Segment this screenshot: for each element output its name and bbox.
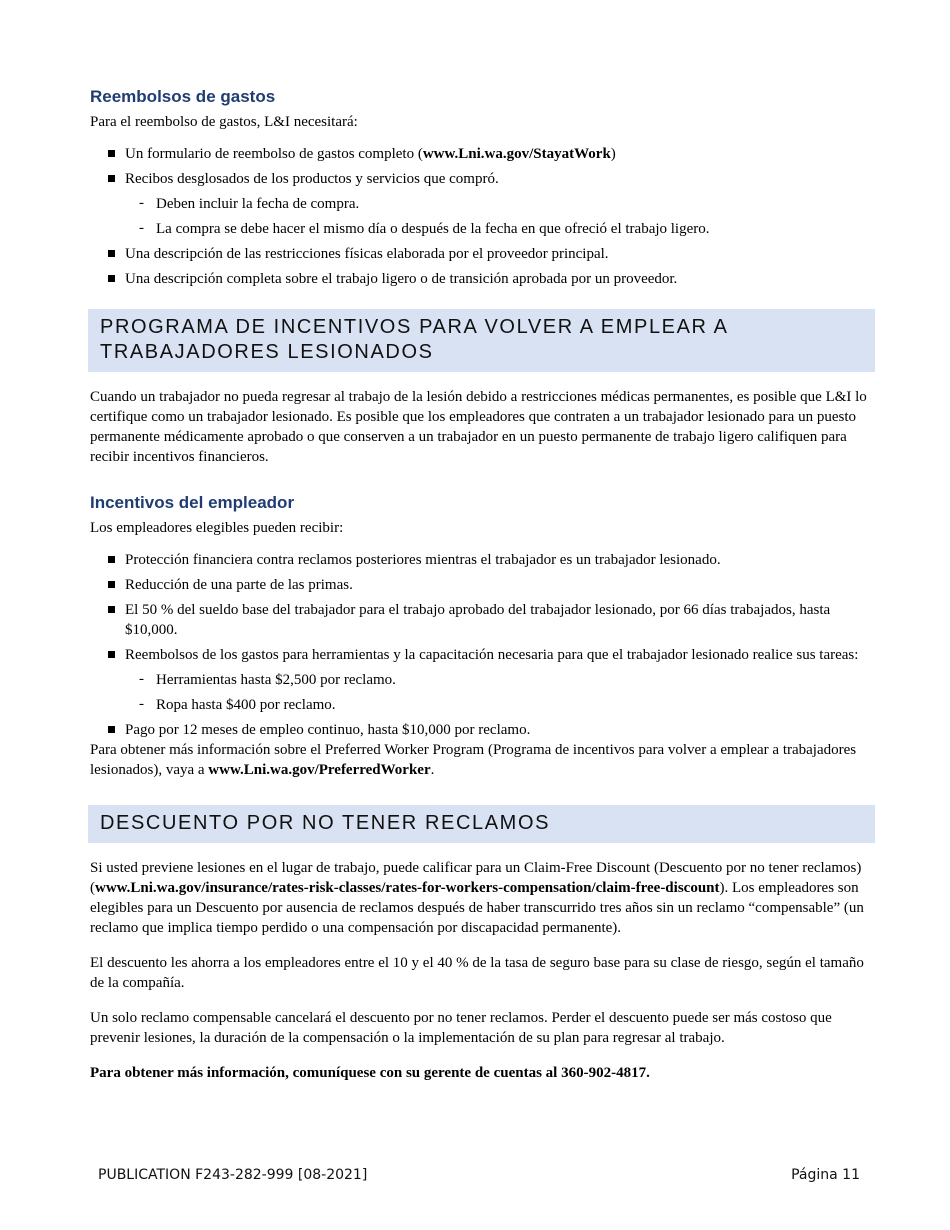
publication-number: PUBLICATION F243-282-999 [08-2021] — [98, 1167, 368, 1183]
list-item: Pago por 12 meses de empleo continuo, hasta $10,000 por reclamo. — [90, 720, 875, 740]
list-item-text: Recibos desglosados de los productos y servicios que compró. — [125, 171, 499, 187]
list-item: Protección financiera contra reclamos posteriores mientras el trabajador es un trabajador lesionado. — [90, 550, 875, 570]
list-item — [90, 144, 875, 164]
descuento-paragraph-1 — [90, 858, 875, 938]
sub-list-item: - Ropa hasta $400 por reclamo. — [125, 695, 875, 715]
contact-line: Para obtener más información, comuníquese con su gerente de cuentas al 360-902-4817. — [90, 1065, 650, 1081]
list-item-text: ) — [610, 146, 616, 162]
claim-free-discount-link[interactable]: www.Lni.wa.gov/insurance/rates-risk-classes/rates-for-workers-compensation/claim-free-discount — [95, 880, 720, 896]
paragraph-text: . — [430, 762, 435, 778]
heading-incentivos: Incentivos del empleador — [90, 493, 295, 512]
heading-reembolsos: Reembolsos de gastos — [90, 87, 276, 106]
page-number: Página 11 — [791, 1167, 860, 1183]
paragraph-text: Para obtener más información sobre el Preferred Worker Program (Programa de incentivos para volver a emplear a trabajadores lesionados), vaya a — [90, 742, 857, 778]
sub-list-item: - Herramientas hasta $2,500 por reclamo. — [125, 670, 875, 690]
paragraph-text: ). Los empleadores son elegibles para un Descuento por ausencia de reclamos después de haber transcurrido tres años sin un reclamo “compensable” (un reclamo que implica tiempo perdido o una compensación por discapacidad permanente). — [90, 880, 864, 936]
list-item: El 50 % del sueldo base del trabajador para el trabajo aprobado del trabajador lesionado, por 66 días trabajados, hasta $10,000. — [90, 600, 875, 640]
list-item: Una descripción completa sobre el trabajo ligero o de transición aprobada por un proveedor. — [90, 269, 875, 289]
banner-line: DESCUENTO POR NO TENER RECLAMOS — [100, 812, 551, 834]
banner-line: TRABAJADORES LESIONADOS — [100, 341, 434, 363]
list-item: Una descripción de las restricciones físicas elaborada por el proveedor principal. — [90, 244, 875, 264]
list-item — [90, 169, 875, 239]
incentivos-intro: Los empleadores elegibles pueden recibir: — [90, 520, 344, 536]
section-banner-programa — [88, 309, 875, 372]
document-body — [90, 86, 875, 1083]
sub-list — [125, 670, 875, 715]
descuento-paragraph-3: Un solo reclamo compensable cancelará el descuento por no tener reclamos. Perder el descuento puede ser más costoso que prevenir lesiones, la duración de la compensación o la implementación de su plan para regresar al trabajo. — [90, 1010, 832, 1046]
sub-list-item: - La compra se debe hacer el mismo día o después de la fecha en que ofreció el trabajo ligero. — [125, 219, 875, 239]
section-banner-descuento — [88, 805, 875, 843]
sub-list-item: - Deben incluir la fecha de compra. — [125, 194, 875, 214]
stayatwork-link[interactable]: www.Lni.wa.gov/StayatWork — [422, 146, 611, 162]
reembolsos-list — [90, 144, 875, 289]
paragraph-text: Si usted previene lesiones en el lugar de trabajo, puede calificar para un Claim-Free Discount (Descuento por no tener reclamos) ( — [90, 860, 862, 896]
banner-line: PROGRAMA DE INCENTIVOS PARA VOLVER A EMPLEAR A — [100, 316, 729, 338]
descuento-paragraph-2: El descuento les ahorra a los empleadores entre el 10 y el 40 % de la tasa de seguro base para su clase de riesgo, según el tamaño de la compañía. — [90, 955, 864, 991]
incentivos-list — [90, 550, 875, 740]
preferred-worker-paragraph — [90, 740, 875, 780]
list-item-text: Un formulario de reembolso de gastos completo ( — [125, 146, 423, 162]
sub-list — [125, 194, 875, 239]
preferred-worker-link[interactable]: www.Lni.wa.gov/PreferredWorker — [208, 762, 431, 778]
programa-paragraph: Cuando un trabajador no pueda regresar al trabajo de la lesión debido a restricciones médicas permanentes, es posible que L&I lo certifique como un trabajador lesionado. Es posible que los empleadores que contraten a un trabajador lesionado para un puesto permanente médicamente aprobado o que conserven a un trabajador en un puesto permanente de trabajo ligero califiquen para recibir incentivos financieros. — [90, 389, 867, 465]
list-item: Reducción de una parte de las primas. — [90, 575, 875, 595]
reembolsos-intro: Para el reembolso de gastos, L&I necesitará: — [90, 114, 358, 130]
list-item-text: Reembolsos de los gastos para herramientas y la capacitación necesaria para que el trabajador lesionado realice sus tareas: — [125, 647, 859, 663]
list-item — [90, 645, 875, 715]
